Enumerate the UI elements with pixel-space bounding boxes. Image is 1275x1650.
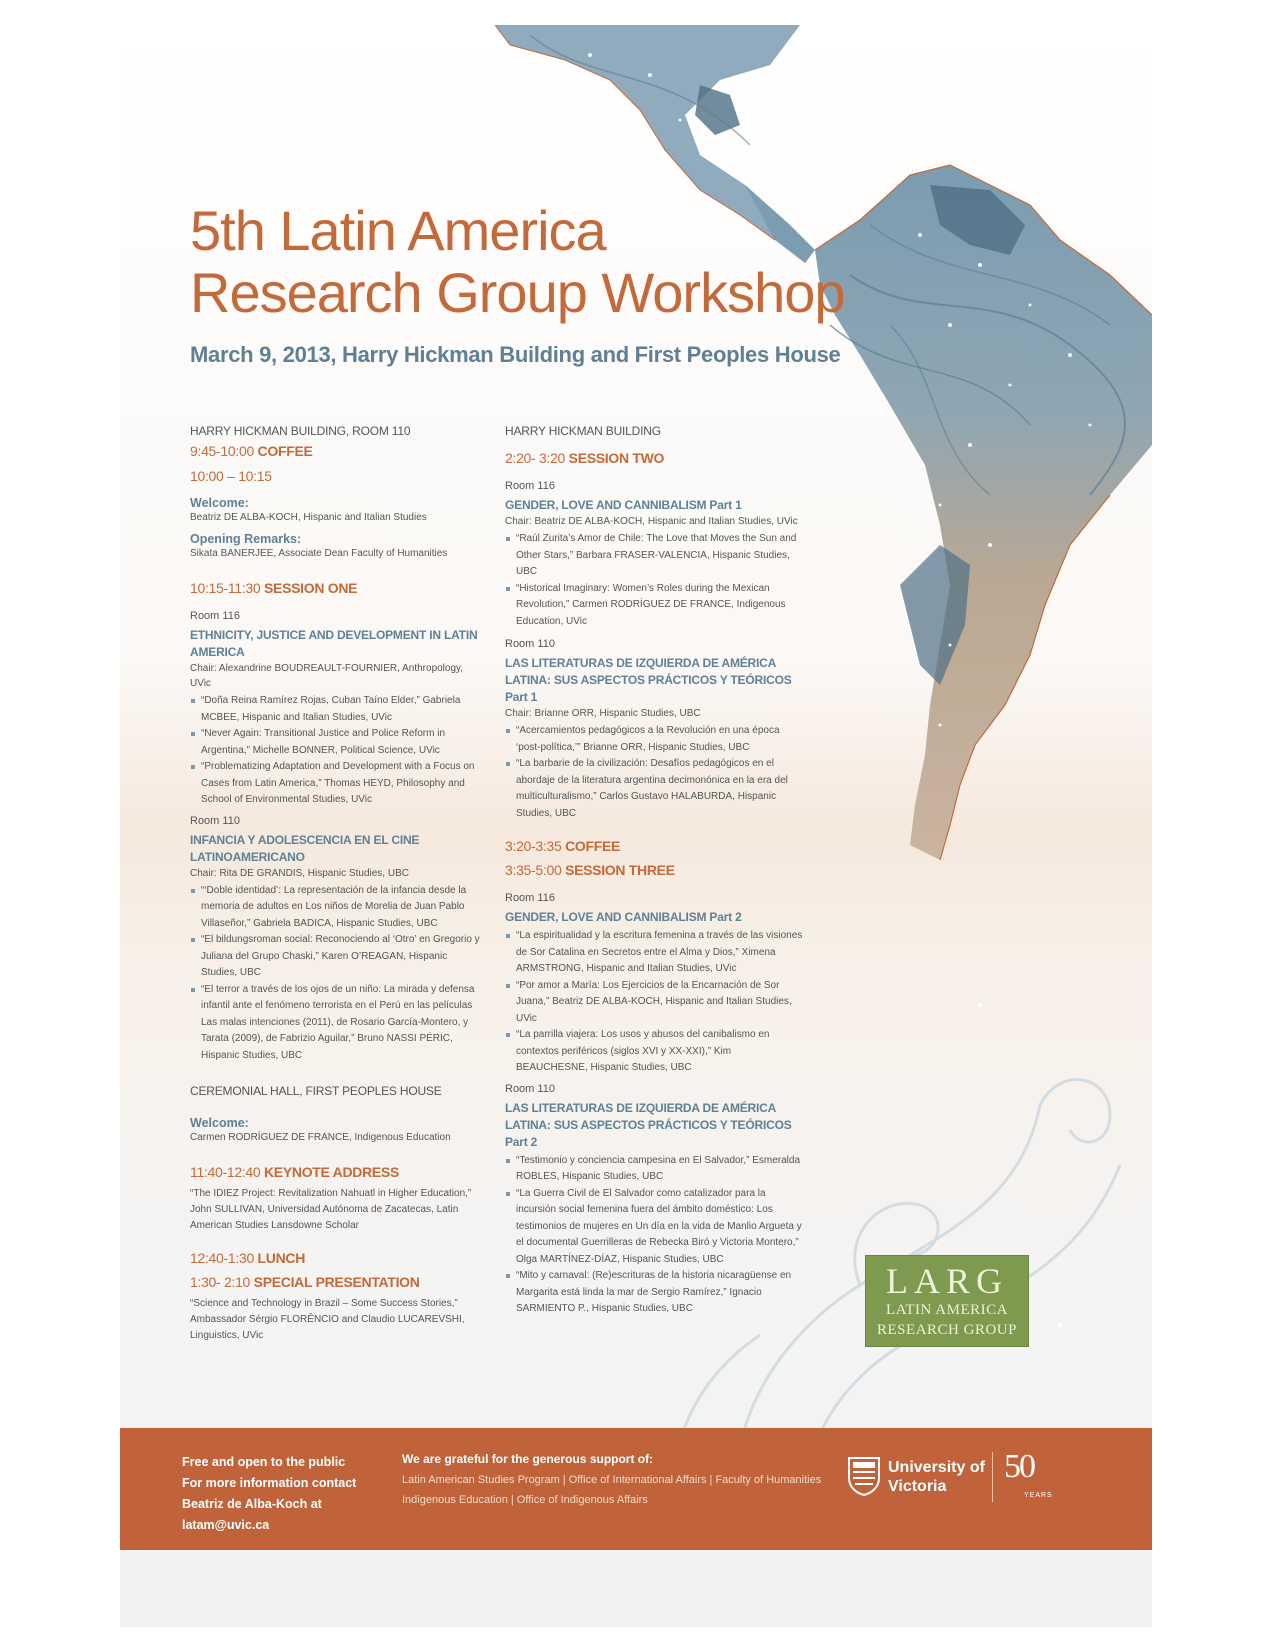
paper-item: “Testimonio y conciencia campesina en El Salvador,” Esmeralda ROBLES, Hispanic Studies, UBC	[516, 1153, 805, 1186]
free-to-public: Free and open to the public	[182, 1455, 346, 1469]
room-label: Room 116	[190, 610, 240, 622]
session-two-heading: 2:20- 3:20 SESSION TWO	[505, 450, 665, 466]
contact-info: For more information contact Beatriz de Alba-Koch at latam@uvic.ca	[182, 1476, 357, 1532]
panel-chair: Chair: Beatriz DE ALBA-KOCH, Hispanic and Italian Studies, UVic	[505, 516, 798, 527]
panel-title: LAS LITERATURAS DE IZQUIERDA DE AMÉRICA LATINA: SUS ASPECTOS PRÁCTICOS Y TEÓRICOS Part 1	[505, 656, 792, 704]
public-info	[182, 1452, 392, 1536]
panel-chair: Chair: Rita DE GRANDIS, Hispanic Studies, UBC	[190, 867, 409, 879]
paper-item: “Never Again: Transitional Justice and Police Reform in Argentina,” Michelle BONNER, Political Science, UVic	[201, 726, 480, 759]
paper-list	[505, 928, 805, 1077]
paper-item: “Mito y carnaval: (Re)escrituras de la historia nicaragüense en Margarita está linda la mar de Sergio Ramírez,” Ignacio SARMIENTO P., Hispanic Studies, UBC	[516, 1268, 805, 1318]
paper-list	[505, 723, 805, 822]
room-label: Room 110	[505, 638, 555, 650]
opening-remarks-label: Opening Remarks:	[190, 532, 302, 546]
room-label: Room 110	[505, 1082, 555, 1095]
panel-chair: Chair: Brianne ORR, Hispanic Studies, UBC	[505, 708, 701, 719]
paper-item: “Historical Imaginary: Women’s Roles during the Mexican Revolution,” Carmen RODRÍGUEZ DE FRANCE, Indigenous Education, UVic	[516, 581, 805, 631]
paper-item: “Por amor a María: Los Ejercicios de la Encarnación de Sor Juana,” Beatriz DE ALBA-KOCH, Hispanic and Italian Studies, UVic	[516, 978, 805, 1028]
room-label: Room 110	[190, 814, 240, 827]
schedule-right-column	[505, 424, 805, 1318]
paper-list	[190, 693, 480, 809]
paper-item: “‘Doble identidad’: La representación de la infancia desde la memoria de adultos en Los niños de Morelia de Juan Pablo Villaseñor,” Gabriela BADICA, Hispanic Studies, UBC	[201, 883, 480, 933]
footer-bar	[120, 1428, 1152, 1550]
location-heading: CEREMONIAL HALL, FIRST PEOPLES HOUSE	[190, 1084, 442, 1098]
larg-acronym: LARG	[886, 1261, 1008, 1301]
panel-chair: Chair: Alexandrine BOUDREAULT-FOURNIER, Anthropology, UVic	[190, 663, 464, 689]
panel-title: ETHNICITY, JUSTICE AND DEVELOPMENT IN LATIN AMERICA	[190, 628, 478, 659]
welcome-time: 10:00 – 10:15	[190, 468, 272, 484]
university-name: University of Victoria	[888, 1459, 985, 1495]
sponsor-list-line2: Indigenous Education | Office of Indigenous Affairs	[402, 1494, 648, 1506]
welcome-speaker: Carmen RODRÍGUEZ DE FRANCE, Indigenous Education	[190, 1132, 451, 1143]
schedule-left-column	[190, 424, 480, 1344]
opening-remarks-speaker: Sikata BANERJEE, Associate Dean Faculty of Humanities	[190, 548, 448, 559]
event-date-location: March 9, 2013, Harry Hickman Building and First Peoples House	[190, 342, 841, 367]
room-label: Room 116	[505, 892, 555, 904]
paper-list	[505, 531, 805, 630]
support-heading: We are grateful for the generous support of:	[402, 1452, 654, 1466]
paper-item: “El terror a través de los ojos de un niño: La mirada y defensa infantil ante el fenómeno terrorista en el Perú en las películas Las malas intenciones (2011), de Rosario García-Montero, y Tarata (2009), de Fabrizio Aguilar,” Bruno NASSI PÉRIC, Hispanic Studies, UBC	[201, 982, 480, 1065]
university-crest-icon	[847, 1456, 881, 1496]
paper-item: “Acercamientos pedagógicos a la Revolución en una época ‘post-política,’” Brianne ORR, Hispanic Studies, UBC	[516, 723, 805, 756]
coffee-slot: 9:45-10:00 COFFEE	[190, 443, 313, 459]
paper-item: “El bildungsroman social: Reconociendo al ‘Otro’ en Gregorio y Juliana del Grupo Chaski,” Karen O’REAGAN, Hispanic Studies, UBC	[201, 932, 480, 982]
paper-item: “La barbarie de la civilización: Desafíos pedagógicos en el abordaje de la literatura argentina decimonónica en la era del multiculturalismo,” Carlos Gustavo HALABURDA, Hispanic Studies, UBC	[516, 756, 805, 822]
coffee-slot: 3:20-3:35 COFFEE	[505, 838, 621, 854]
logo-divider	[992, 1452, 993, 1502]
special-presentation-heading: 1:30- 2:10 SPECIAL PRESENTATION	[190, 1274, 420, 1290]
larg-name-line2: RESEARCH GROUP	[877, 1322, 1017, 1338]
paper-item: “Problematizing Adaptation and Development with a Focus on Cases from Latin America,” Thomas HEYD, Philosophy and School of Environmental Studies, UVic	[201, 759, 480, 809]
title-line-1: 5th Latin America	[190, 199, 606, 262]
lunch-heading: 12:40-1:30 LUNCH	[190, 1250, 306, 1266]
welcome-label: Welcome:	[190, 1116, 249, 1130]
welcome-label: Welcome:	[190, 496, 249, 510]
paper-list	[505, 1153, 805, 1318]
paper-list	[190, 883, 480, 1065]
paper-item: “La Guerra Civil de El Salvador como catalizador para la incursión social femenina fuera del ámbito doméstico: Los testimonios de mujeres en Un día en la vida de Manlio Argueta y el documental Guerrilleras de Rebecka Biró y Victoria Montero,” Olga MARTÍNEZ-DÍAZ, Hispanic Studies, UBC	[516, 1186, 805, 1269]
location-heading: HARRY HICKMAN BUILDING, ROOM 110	[190, 424, 411, 438]
location-heading: HARRY HICKMAN BUILDING	[505, 424, 661, 438]
paper-item: “La parrilla viajera: Los usos y abusos del canibalismo en contextos periféricos (siglos XVI y XX-XXI),” Kim BEAUCHESNE, Hispanic Studies, UBC	[516, 1027, 805, 1077]
welcome-speaker: Beatriz DE ALBA-KOCH, Hispanic and Italian Studies	[190, 512, 427, 523]
anniversary-years: YEARS	[1024, 1492, 1053, 1499]
panel-title: GENDER, LOVE AND CANNIBALISM Part 2	[505, 910, 742, 924]
session-three-heading: 3:35-5:00 SESSION THREE	[505, 862, 675, 878]
paper-item: “Raúl Zurita’s Amor de Chile: The Love that Moves the Sun and Other Stars,” Barbara FRASER-VALENCIA, Hispanic Studies, UBC	[516, 531, 805, 581]
title-line-2: Research Group Workshop	[190, 261, 845, 324]
session-one-heading: 10:15-11:30 SESSION ONE	[190, 580, 358, 596]
keynote-description: “The IDIEZ Project: Revitalization Nahuatl in Higher Education,” John SULLIVAN, Universidad Autónoma de Zacatecas, Latin American Studies Lansdowne Scholar	[190, 1188, 472, 1231]
special-presentation-description: “Science and Technology in Brazil – Some Success Stories,” Ambassador Sérgio FLORÊNCIO and Claudio LUCAREVSHI, Linguistics, UVic	[190, 1298, 465, 1341]
keynote-heading: 11:40-12:40 KEYNOTE ADDRESS	[190, 1164, 400, 1180]
larg-logo	[865, 1255, 1029, 1347]
larg-name-line1: LATIN AMERICA	[886, 1302, 1008, 1318]
anniversary-number: 50	[1004, 1448, 1034, 1485]
sponsor-list-line1: Latin American Studies Program | Office of International Affairs | Faculty of Humanities	[402, 1474, 822, 1486]
panel-title: LAS LITERATURAS DE IZQUIERDA DE AMÉRICA LATINA: SUS ASPECTOS PRÁCTICOS Y TEÓRICOS Part 2	[505, 1100, 792, 1149]
room-label: Room 116	[505, 480, 555, 492]
panel-title: INFANCIA Y ADOLESCENCIA EN EL CINE LATINOAMERICANO	[190, 832, 420, 864]
paper-item: “La espiritualidad y la escritura femenina a través de las visiones de Sor Catalina en Secretos entre el Alma y Dios,” Ximena ARMSTRONG, Hispanic and Italian Studies, UVic	[516, 928, 805, 978]
panel-title: GENDER, LOVE AND CANNIBALISM Part 1	[505, 498, 742, 512]
paper-item: “Doña Reina Ramírez Rojas, Cuban Taíno Elder,” Gabriela MCBEE, Hispanic and Italian Studies, UVic	[201, 693, 480, 726]
